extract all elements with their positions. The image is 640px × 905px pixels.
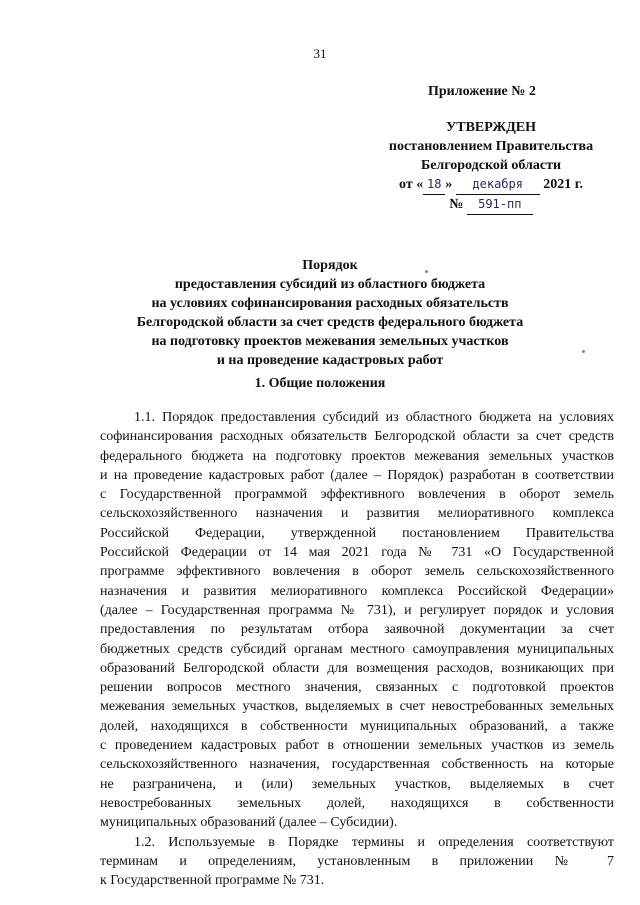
scan-speck [425,270,428,273]
paragraph-line: федерального бюджета на подготовку проектов межевания земельных участков [100,448,614,464]
paragraph-line: и на проведение кадастровых работ (далее – Порядок) разработан в соответствии [100,467,614,483]
paragraph-line: программе эффективного вовлечения в оборот земель сельскохозяйственного [100,564,614,580]
paragraph-line: сельскохозяйственного назначения и развития мелиоративного комплекса [100,506,614,522]
paragraph-line: образований Белгородской области для возмещения расходов, возникающих при [100,660,614,676]
paragraph-line: предоставления по результатам отбора заявочной документации за счет [100,622,614,638]
title-line: на условиях софинансирования расходных обязательств [151,296,509,311]
date-day-field [423,175,445,195]
date-mid: » [445,177,453,192]
approval-heading: УТВЕРЖДЕН [445,120,537,135]
title-line: предоставления субсидий из областного бюджета [174,277,486,292]
scan-speck [582,350,585,353]
approval-line-1: постановлением Правительства [388,139,594,154]
title-line: на подготовку проектов межевания земельных участков [151,334,509,349]
title-line: Порядок [302,258,358,273]
number-value: 591-пп [478,197,522,211]
paragraph-line: межевания земельных участков, выделяемых в счет невостребованных земельных [100,699,614,715]
paragraph-line: муниципальных образований (далее – Субсидии). [100,815,398,831]
approval-block [360,118,622,215]
paragraph-line: с Государственной программой эффективного вовлечения в оборот земель [100,487,614,503]
date-year: 2021 г. [543,177,583,192]
paragraph-line: (далее – Государственная программа № 731), и регулирует порядок и условия [100,602,614,618]
date-month: декабря [472,177,523,191]
paragraph-line: 1.1. Порядок предоставления субсидий из областного бюджета на условиях [134,410,614,425]
paragraph-line: назначения и развития мелиоративного комплекса Российской Федерации» [100,583,614,599]
paragraph-line: не разграничена, и (или) земельных участков, выделяемых в счет [100,776,614,792]
title-line: Белгородской области за счет средств федерального бюджета [136,315,524,330]
paragraph-line: невостребованных земельных долей, находящихся в собственности [100,795,614,811]
body-text [100,408,614,890]
paragraph-line: 1.2. Используемые в Порядке термины и определения соответствуют [134,834,614,850]
number-field [467,195,533,215]
title-line: и на проведение кадастровых работ [216,353,444,368]
paragraph-line: решении вопросов местного значения, связанных с подготовкой проектов [100,680,614,696]
number-prefix: № [449,197,464,212]
paragraph-line: с проведением кадастровых работ в отношении земельных участков из земель [100,738,614,754]
document-title [60,256,600,370]
date-prefix: от « [399,177,424,192]
date-month-field [456,175,540,195]
approval-line-2: Белгородской области [420,158,562,173]
paragraph-line: терминам и определениям, установленным в приложении № 7 [100,853,614,869]
appendix-label: Приложение № 2 [428,84,536,99]
approval-date [360,175,622,195]
paragraph-line: бюджетных средств субсидий органам местного самоуправления муниципальных [100,641,614,657]
paragraph-line: сельскохозяйственного назначения, государственная собственность на которые [100,757,614,773]
date-day: 18 [426,177,442,191]
paragraph-line: к Государственной программе № 731. [100,873,325,889]
paragraph-line: Российской Федерации от 14 мая 2021 года № 731 «О Государственной [100,545,614,561]
approval-number [360,195,622,215]
page-number: 31 [313,46,327,61]
paragraph-line: софинансирования расходных обязательств Белгородской области за счет средств [100,429,614,445]
paragraph-line: долей, находящихся в собственности муниципальных образований, а также [100,718,614,734]
section-heading: 1. Общие положения [254,376,386,391]
paragraph-line: Российской Федерации, утвержденной постановлением Правительства [100,525,614,541]
